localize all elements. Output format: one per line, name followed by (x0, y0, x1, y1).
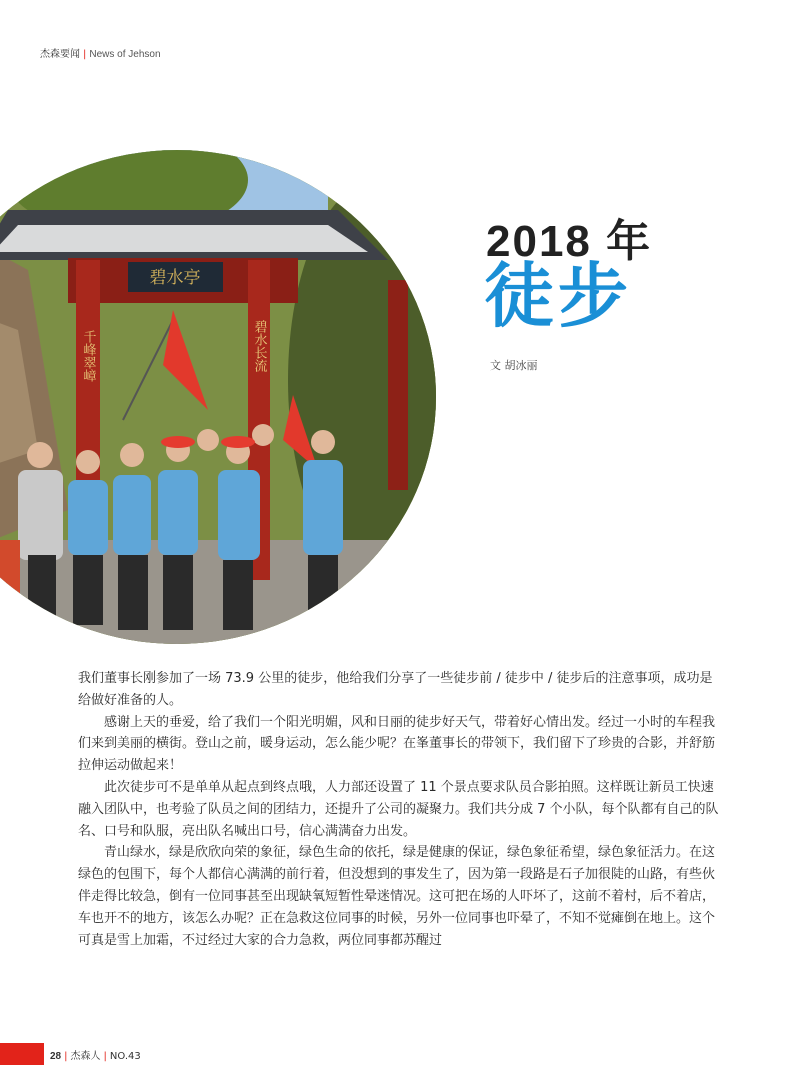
photo-illustration (0, 150, 436, 644)
header-separator: | (83, 49, 87, 60)
hiking-group-photo (0, 150, 436, 644)
pavilion-plaque: 碧水亭 (149, 268, 201, 288)
paragraph: 感谢上天的垂爱，给了我们一个阳光明媚，风和日丽的徒步好天气，带着好心情出发。经过一小时的车程我们来到美丽的横街。登山之前，暖身运动，怎么能少呢？在峯董事长的带领下，我们留下了珍贵的合影，并舒筋拉伸运动做起来！ (78, 714, 716, 774)
page-number: 28 (50, 1051, 62, 1062)
footer-separator: | (103, 1051, 107, 1062)
paragraph: 此次徒步可不是单单从起点到终点哦，人力部还设置了 11 个景点要求队员合影拍照。这样既让新员工快速融入团队中，也考验了队员之间的团结力，还提升了公司的凝聚力。我们共分成 7 个小队，每个队都有自己的队名、口号和队服，亮出队名喊出口号，信心满满奋力出发。 (78, 779, 719, 839)
page-footer (50, 1047, 141, 1062)
issue-number: NO.43 (109, 1051, 141, 1062)
page-header (40, 45, 161, 60)
footer-separator: | (64, 1051, 68, 1062)
header-section-en: News of Jehson (89, 49, 161, 60)
pillar-inscription-left: 千峰翠嶂 (80, 330, 96, 382)
footer-accent-bar (0, 1043, 44, 1065)
article-author: 文 胡冰丽 (490, 359, 538, 372)
article-title: 徒步 (484, 255, 632, 337)
header-section-cn: 杰森要闻 (40, 49, 80, 60)
article-title-year: 2018 年 (486, 217, 653, 266)
paragraph: 我们董事长刚参加了一场 73.9 公里的徒步，他给我们分享了一些徒步前 / 徒步中 / 徒步后的注意事项，成功是给做好准备的人。 (78, 671, 713, 708)
pillar-inscription-right: 碧水长流 (251, 320, 267, 372)
article-body (78, 668, 723, 951)
paragraph: 青山绿水，绿是欣欣向荣的象征，绿色生命的依托，绿是健康的保证，绿色象征希望，绿色象征活力。在这绿色的包围下，每个人都信心满满的前行着，但没想到的事发生了，因为第一段路是石子加很陡的山路，有些伙伴走得比较急，倒有一位同事甚至出现缺氧短暂性晕迷情况。这可把在场的人吓坏了，这前不着村，后不着店，车也开不的地方，该怎么办呢？正在急救这位同事的时候，另外一位同事也吓晕了，不知不觉瘫倒在地上。这个可真是雪上加霜，不过经过大家的合力急救，两位同事都苏醒过 (78, 845, 716, 948)
magazine-name: 杰森人 (70, 1051, 101, 1062)
